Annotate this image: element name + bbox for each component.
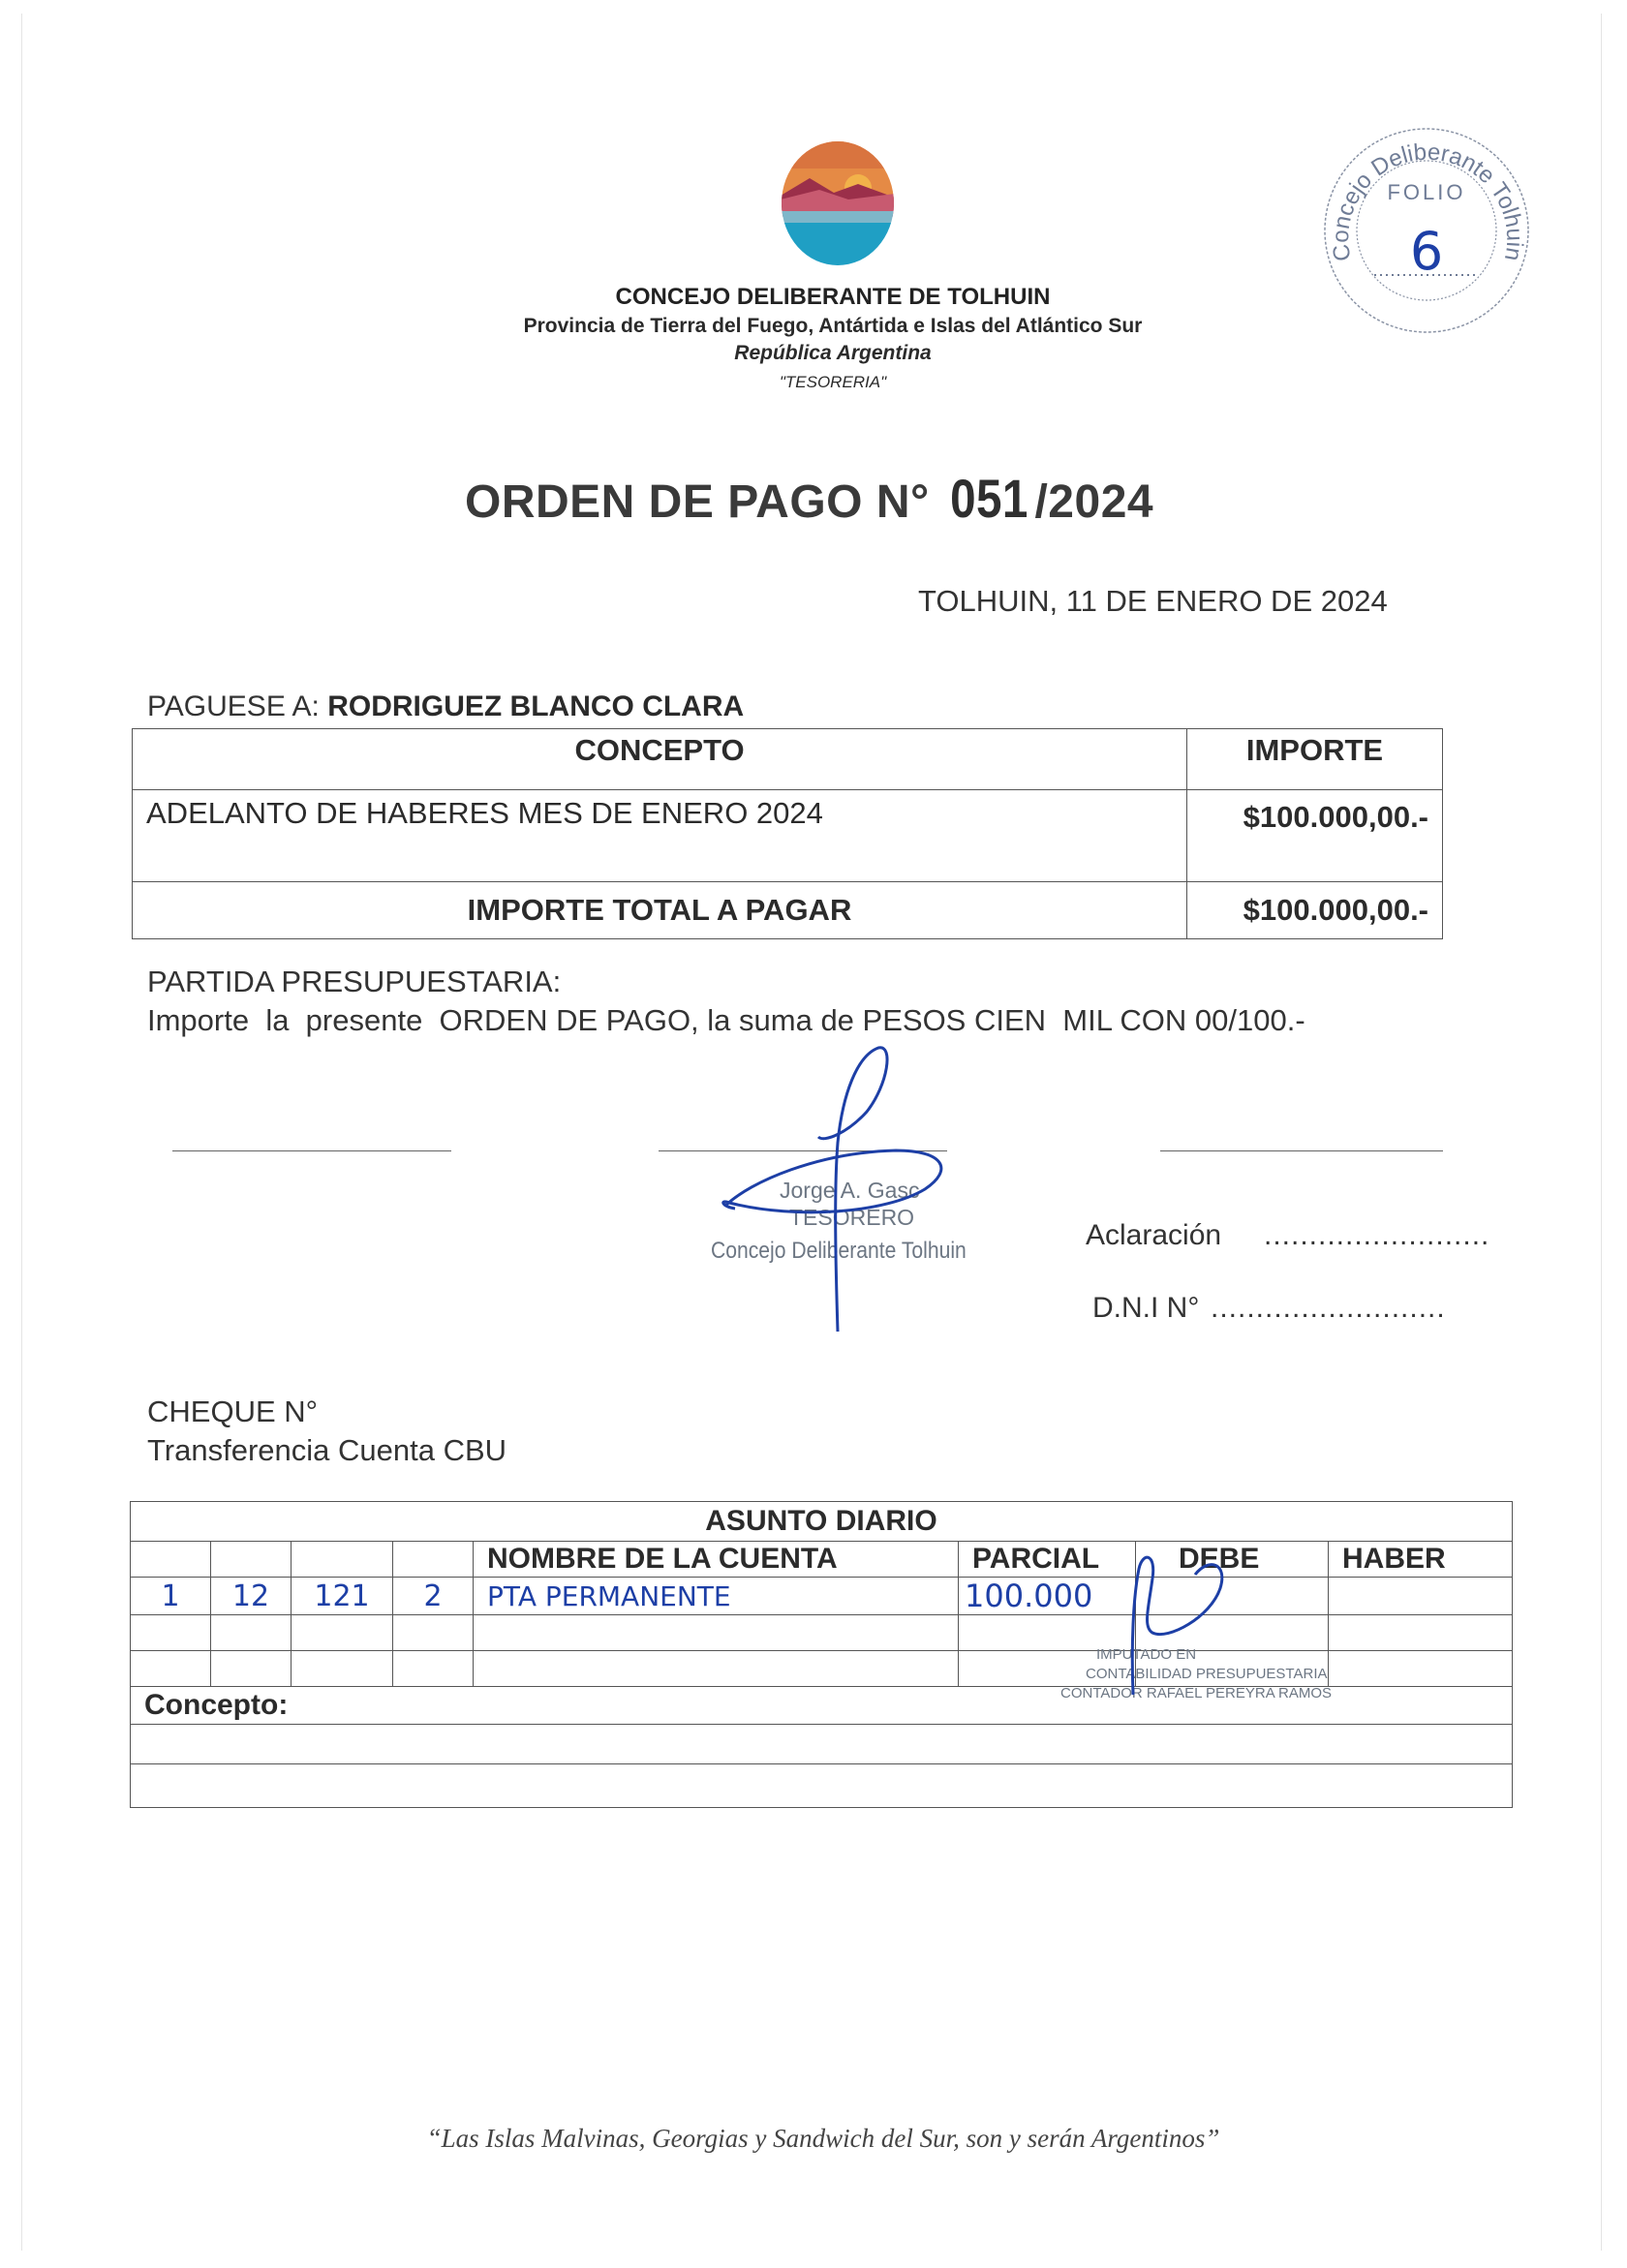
- concept-table: [132, 728, 1443, 939]
- order-title-prefix: ORDEN DE PAGO N°: [465, 476, 930, 528]
- cheque-label: CHEQUE N°: [147, 1395, 319, 1428]
- folio-ring-text: Concejo Deliberante Tolhuin: [1328, 138, 1528, 263]
- journal-parcial-value: 100.000: [959, 1578, 1136, 1615]
- journal-code-3: 121: [292, 1578, 393, 1615]
- concept-row-text: ADELANTO DE HABERES MES DE ENERO 2024: [133, 790, 1187, 882]
- journal-header-debe: DEBE: [1136, 1542, 1329, 1578]
- signature-line-right: [1160, 1150, 1443, 1151]
- folio-number: 6: [1409, 221, 1444, 282]
- aclaracion-dots: .........................: [1264, 1219, 1490, 1251]
- aclaracion-label: Aclaración: [1086, 1219, 1222, 1251]
- journal-concepto-label: Concepto:: [131, 1687, 1513, 1725]
- budget-amount-text: Importe la presente ORDEN DE PAGO, la suma de PESOS CIEN MIL CON 00/100.-: [147, 1003, 1305, 1037]
- accounting-stamp-line1: IMPUTADO EN: [1096, 1646, 1197, 1663]
- journal-account-name: PTA PERMANENTE: [474, 1578, 959, 1615]
- amount-header: IMPORTE: [1187, 729, 1443, 790]
- total-amount: $100.000,00.-: [1187, 882, 1443, 939]
- treasurer-name: Jorge A. Gasc: [780, 1178, 920, 1203]
- journal-header-account: NOMBRE DE LA CUENTA: [474, 1542, 959, 1578]
- budget-label: PARTIDA PRESUPUESTARIA:: [147, 965, 562, 998]
- folio-stamp: [1312, 114, 1545, 347]
- signature-line-left: [172, 1150, 451, 1151]
- payee-name: RODRIGUEZ BLANCO CLARA: [327, 690, 745, 722]
- dni-dots: ..........................: [1211, 1292, 1446, 1324]
- journal-title: ASUNTO DIARIO: [131, 1502, 1513, 1542]
- journal-code-2: 12: [211, 1578, 292, 1615]
- folio-label: FOLIO: [1387, 180, 1466, 204]
- concept-row-amount: $100.000,00.-: [1187, 790, 1443, 882]
- treasurer-signature: [712, 1036, 964, 1346]
- accounting-initials: [1114, 1540, 1259, 1704]
- order-year: /2024: [1034, 476, 1154, 528]
- accounting-stamp-line2: CONTABILIDAD PRESUPUESTARIA: [1086, 1666, 1328, 1682]
- org-name: CONCEJO DELIBERANTE DE TOLHUIN: [615, 284, 1051, 310]
- accounting-stamp-line3: CONTADOR RAFAEL PEREYRA RAMOS: [1060, 1685, 1333, 1701]
- journal-code-1: 1: [131, 1578, 211, 1615]
- journal-header-haber: HABER: [1329, 1542, 1513, 1578]
- country-line: República Argentina: [734, 342, 932, 364]
- council-logo: [781, 139, 895, 267]
- journal-code-4: 2: [393, 1578, 474, 1615]
- payee-line: [147, 690, 744, 723]
- dni-label: D.N.I N°: [1092, 1292, 1200, 1324]
- concept-header: CONCEPTO: [133, 729, 1187, 790]
- footer-motto: “Las Islas Malvinas, Georgias y Sandwich del Sur, son y serán Argentinos”: [426, 2124, 1220, 2153]
- treasurer-role: TESORERO: [789, 1205, 915, 1230]
- journal-header-parcial: PARCIAL: [959, 1542, 1136, 1578]
- treasurer-org: Concejo Deliberante Tolhuin: [711, 1238, 967, 1264]
- place-date: TOLHUIN, 11 DE ENERO DE 2024: [918, 584, 1388, 618]
- order-number: 051: [949, 468, 1028, 529]
- payee-label: PAGUESE A:: [147, 690, 320, 722]
- department-line: "TESORERIA": [779, 373, 887, 391]
- journal-table: [130, 1501, 1513, 1808]
- transfer-label: Transferencia Cuenta CBU: [147, 1433, 507, 1467]
- order-title: [465, 467, 1153, 530]
- province-line: Provincia de Tierra del Fuego, Antártida e Islas del Atlántico Sur: [523, 315, 1143, 337]
- total-label: IMPORTE TOTAL A PAGAR: [133, 882, 1187, 939]
